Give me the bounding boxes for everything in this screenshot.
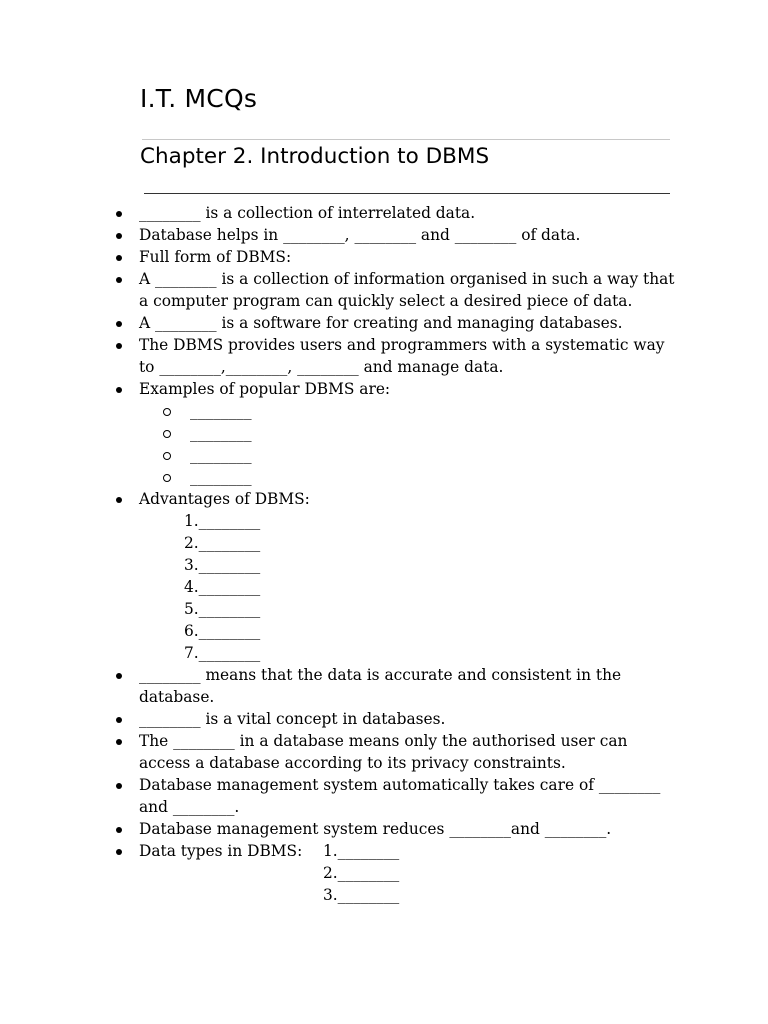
sub-list-item <box>0 400 768 422</box>
numbered-blank: 2.________ <box>323 864 400 882</box>
question-item <box>0 246 768 268</box>
bullet-icon <box>116 708 122 730</box>
bullet-icon <box>116 312 122 334</box>
chapter-divider <box>144 193 670 194</box>
data-types-label: Data types in DBMS: <box>139 842 303 860</box>
question-text: A ________ is a software for creating and managing databases. <box>139 314 623 332</box>
question-text: Database management system reduces ________and ________. <box>139 820 612 838</box>
sub-list-item <box>0 422 768 444</box>
sub-list-item <box>0 444 768 466</box>
blank-line: ________ <box>190 468 252 486</box>
data-types-item <box>0 862 768 884</box>
bullet-icon <box>116 818 122 840</box>
bullet-icon <box>116 774 122 796</box>
bullet-icon <box>116 202 122 224</box>
question-text: Full form of DBMS: <box>139 248 292 266</box>
bullet-icon <box>116 334 122 356</box>
numbered-blank: 3.________ <box>323 886 400 904</box>
question-item <box>0 774 768 818</box>
question-text: Database helps in ________, ________ and ________ of data. <box>139 226 581 244</box>
question-text: A ________ is a collection of information organised in such a way that a computer program can quickly select a desired piece of data. <box>139 270 675 310</box>
question-text: Database management system automatically takes care of ________ and ________. <box>139 776 661 816</box>
numbered-blank: 6.________ <box>184 622 261 640</box>
bullet-icon <box>116 246 122 268</box>
question-item <box>0 334 768 378</box>
question-item <box>0 488 768 510</box>
blank-line: ________ <box>190 424 252 442</box>
question-text: ________ is a collection of interrelated data. <box>139 204 476 222</box>
numbered-blank: 7.________ <box>184 644 261 662</box>
hollow-bullet-icon <box>163 422 170 444</box>
question-item <box>0 224 768 246</box>
chapter-heading: Chapter 2. Introduction to DBMS <box>140 144 490 169</box>
numbered-blank: 5.________ <box>184 600 261 618</box>
bullet-icon <box>116 378 122 400</box>
document-title: I.T. MCQs <box>140 84 258 113</box>
question-item <box>0 378 768 400</box>
bullet-icon <box>116 224 122 246</box>
question-item <box>0 202 768 224</box>
question-item <box>0 268 768 312</box>
question-text: The DBMS provides users and programmers with a systematic way to ________,________, ________ and manage data. <box>139 336 665 376</box>
blank-line: ________ <box>190 446 252 464</box>
bullet-icon <box>116 840 122 862</box>
numbered-blank: 2.________ <box>184 534 261 552</box>
bullet-icon <box>116 488 122 510</box>
question-item <box>0 708 768 730</box>
numbered-blank: 4.________ <box>184 578 261 596</box>
hollow-bullet-icon <box>163 400 170 422</box>
bullet-icon <box>116 268 122 290</box>
question-text: ________ means that the data is accurate and consistent in the database. <box>139 666 622 706</box>
question-text: Advantages of DBMS: <box>139 490 310 508</box>
numbered-blank: 3.________ <box>184 556 261 574</box>
question-item <box>0 312 768 334</box>
blank-line: ________ <box>190 402 252 420</box>
question-item <box>0 730 768 774</box>
question-item <box>0 664 768 708</box>
sub-list-item <box>0 466 768 488</box>
question-text: The ________ in a database means only the authorised user can access a database according to its privacy constraints. <box>139 732 628 772</box>
data-types-item <box>0 884 768 906</box>
data-types-item <box>0 840 768 862</box>
title-divider <box>142 139 670 140</box>
question-item <box>0 818 768 840</box>
hollow-bullet-icon <box>163 444 170 466</box>
question-text: Examples of popular DBMS are: <box>139 380 391 398</box>
hollow-bullet-icon <box>163 466 170 488</box>
numbered-blank: 1.________ <box>184 512 261 530</box>
bullet-icon <box>116 730 122 752</box>
question-list <box>0 202 768 906</box>
numbered-blank: 1.________ <box>323 842 400 860</box>
question-text: ________ is a vital concept in databases. <box>139 710 446 728</box>
bullet-icon <box>116 664 122 686</box>
